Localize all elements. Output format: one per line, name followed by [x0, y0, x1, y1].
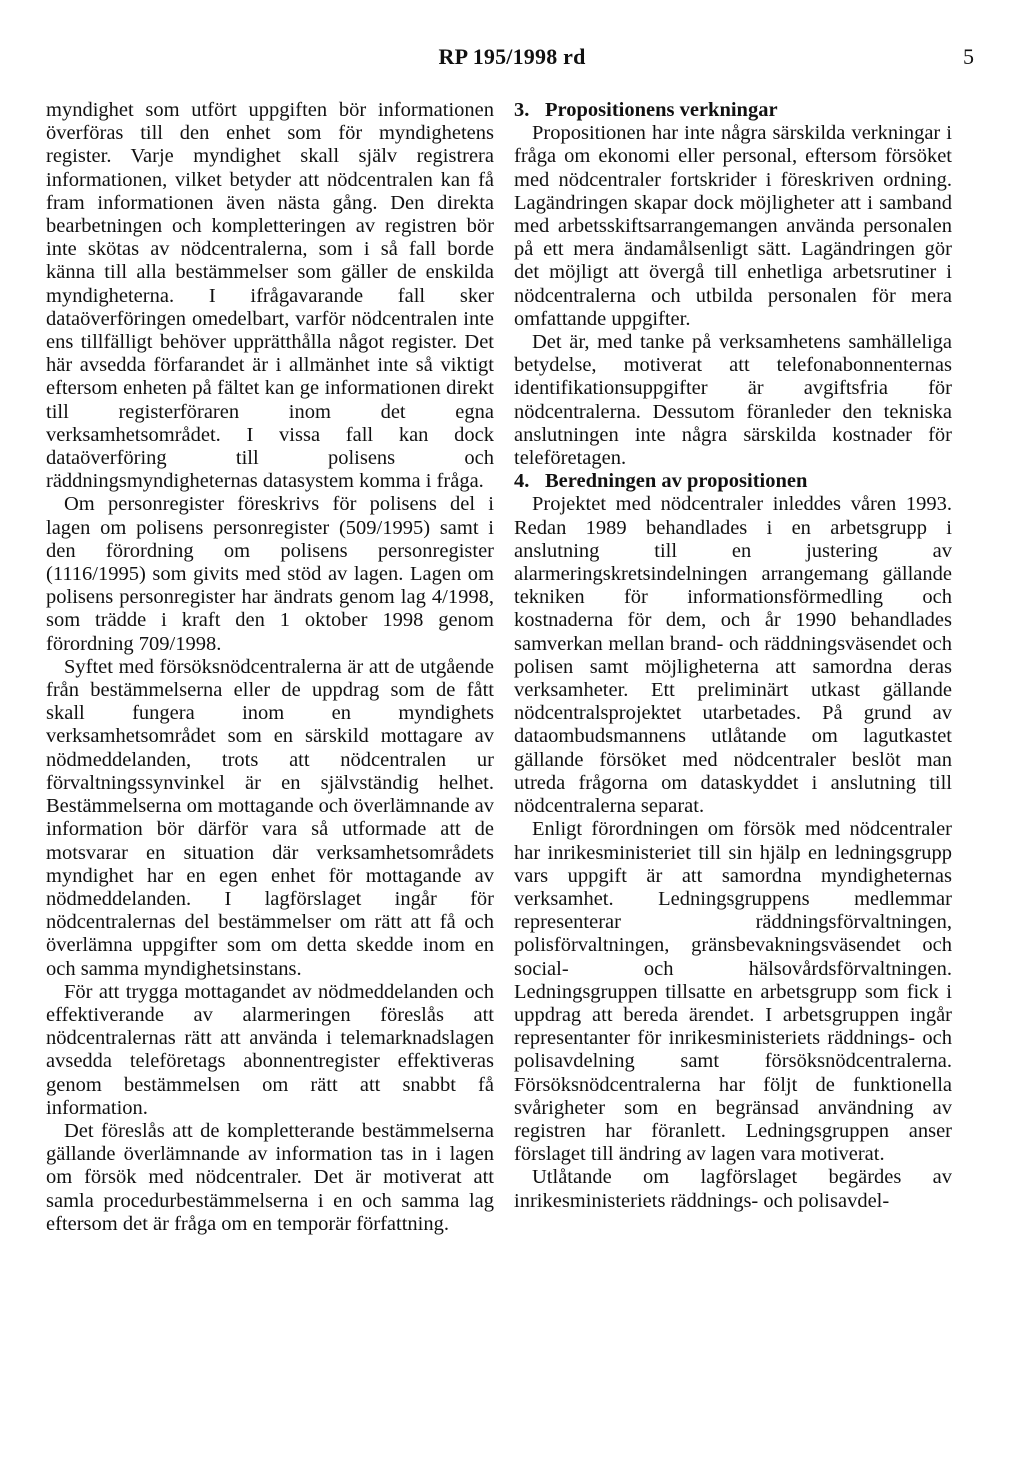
section-4-title: Beredningen av propositionen: [545, 470, 808, 493]
left-paragraph-4: För att trygga mottagandet av nödmeddelanden och effektiverande av alarmeringen föreslås att nödcentralernas rätt att använda i telemarknadslagen avsedda teleföretags abonnentregister effektiveras genom bestämmelsen om rätt att snabbt få information.: [46, 980, 494, 1119]
section-3-paragraph-1: Propositionen har inte några särskilda verkningar i fråga om ekonomi eller personal, eftersom försöket med nödcentraler fortskrider i föreskriven ordning. Lagändringen skapar dock möjligheter att i samband med arbetsskiftsarrangemangen använda personalen på ett mera ändamålsenligt sätt. Lagändringen gör det möjligt att övergå till enhetliga arbetsrutiner i nödcentralerna och utbilda personalen för mera omfattande uppgifter.: [514, 122, 952, 330]
page-number: 5: [963, 44, 974, 69]
section-3-paragraph-2: Det är, med tanke på verksamhetens samhälleliga betydelse, motiverat att telefonabonnenternas identifikationsuppgifter är avgiftsfria för nödcentralerna. Dessutom föranleder den tekniska anslutningen inte några särskilda kostnader för teleföretagen.: [514, 331, 952, 470]
section-4-paragraph-1: Projektet med nödcentraler inleddes våren 1993. Redan 1989 behandlades i en arbetsgrupp i anslutning till en justering av alarmeringskretsindelningen arrangemang gällande tekniken för informationsförmedling och kostnaderna för dem, och år 1990 behandlades samverkan mellan brand- och räddningsväsendet och polisen samt möjligheterna att samordna deras verksamheter. Ett preliminärt utkast gällande nödcentralsprojektet utarbetades. På grund av dataombudsmannens utlåtande om lagutkastet gällande försöket med nödcentraler beslöt man utreda frågorna om dataskyddet i anslutning till nödcentralerna separat.: [514, 493, 952, 818]
left-column: [46, 99, 494, 1236]
section-3-title: Propositionens verkningar: [545, 99, 778, 121]
left-paragraph-2: Om personregister föreskrivs för polisens del i lagen om polisens personregister (509/1995) samt i den förordning om polisens personregister (1116/1995) som givits med stöd av lagen. Lagen om polisens personregister har ändrats genom lag 4/1998, som trädde i kraft den 1 oktober 1998 genom förordning 709/1998.: [46, 493, 494, 655]
section-3-number: 3.: [514, 99, 530, 121]
section-4-paragraph-2: Enligt förordningen om försök med nödcentraler har inrikesministeriet till sin hjälp en ledningsgrupp vars uppgift är att samordna myndigheternas verksamhet. Ledningsgruppens medlemmar representerar räddningsförvaltningen, polisförvaltningen, gränsbevakningsväsendet och social- och hälsovårdsförvaltningen. Ledningsgruppen tillsatte en arbetsgrupp som fick i uppdrag att bereda ärendet. I arbetsgruppen ingår representanter för inrikesministeriets räddnings- och polisavdelning samt försöksnödcentralerna. Försöksnödcentralerna har följt de funktionella svårigheter som en begränsad användning av registren har föranlett. Ledningsgruppen anser förslaget till ändring av lagen vara motiverat.: [514, 818, 952, 1166]
section-4-heading: [514, 470, 952, 493]
left-paragraph-3: Syftet med försöksnödcentralerna är att de utgående från bestämmelserna eller de uppdrag som de fått skall fungera inom en myndighets verksamhetsområdet som en särskild mottagare av nödmeddelanden, trots att nödcentralen ur förvaltningssynvinkel är en självständig helhet. Bestämmelserna om mottagande och överlämnande av information bör därför vara så utformade att de motsvarar en situation där verksamhetsområdets myndighet har en egen enhet för mottagande av nödmeddelanden. I lagförslaget ingår för nödcentralernas del bestämmelser om rätt att få och överlämna uppgifter som om detta skedde inom en och samma myndighetsinstans.: [46, 655, 494, 980]
section-4-number: 4.: [514, 470, 530, 493]
right-column: [514, 99, 952, 1213]
page-header-title: RP 195/1998 rd: [438, 44, 586, 69]
left-paragraph-5: Det föreslås att de kompletterande bestämmelserna gällande överlämnande av information tas in i lagen om försök med nödcentraler. Det är motiverat att samla procedurbestämmelserna i en och samma lag eftersom det är fråga om en temporär författning.: [46, 1119, 494, 1235]
section-4-paragraph-3: Utlåtande om lagförslaget begärdes av inrikesministeriets räddnings- och polisavdel-: [514, 1166, 952, 1212]
section-3-heading: [514, 99, 952, 122]
left-paragraph-1: myndighet som utfört uppgiften bör informationen överföras till den enhet som för myndighetens register. Varje myndighet skall själv registrera informationen, vilket betyder att nödcentralen kan få fram informationen även nästa gång. Den direkta bearbetningen och kompletteringen av registren bör inte skötas av nödcentralerna, som i så fall borde känna till alla bestämmelser som gäller de enskilda myndigheterna. I ifrågavarande fall sker dataöverföringen omedelbart, varför nödcentralen inte ens tillfälligt behöver upprätthålla något register. Det här avsedda förfarandet är i allmänhet inte så viktigt eftersom enheten på fältet kan ge informationen direkt till registerföraren inom det egna verksamhetsområdet. I vissa fall kan dock dataöverföring till polisens och räddningsmyndigheternas datasystem komma i fråga.: [46, 99, 494, 493]
